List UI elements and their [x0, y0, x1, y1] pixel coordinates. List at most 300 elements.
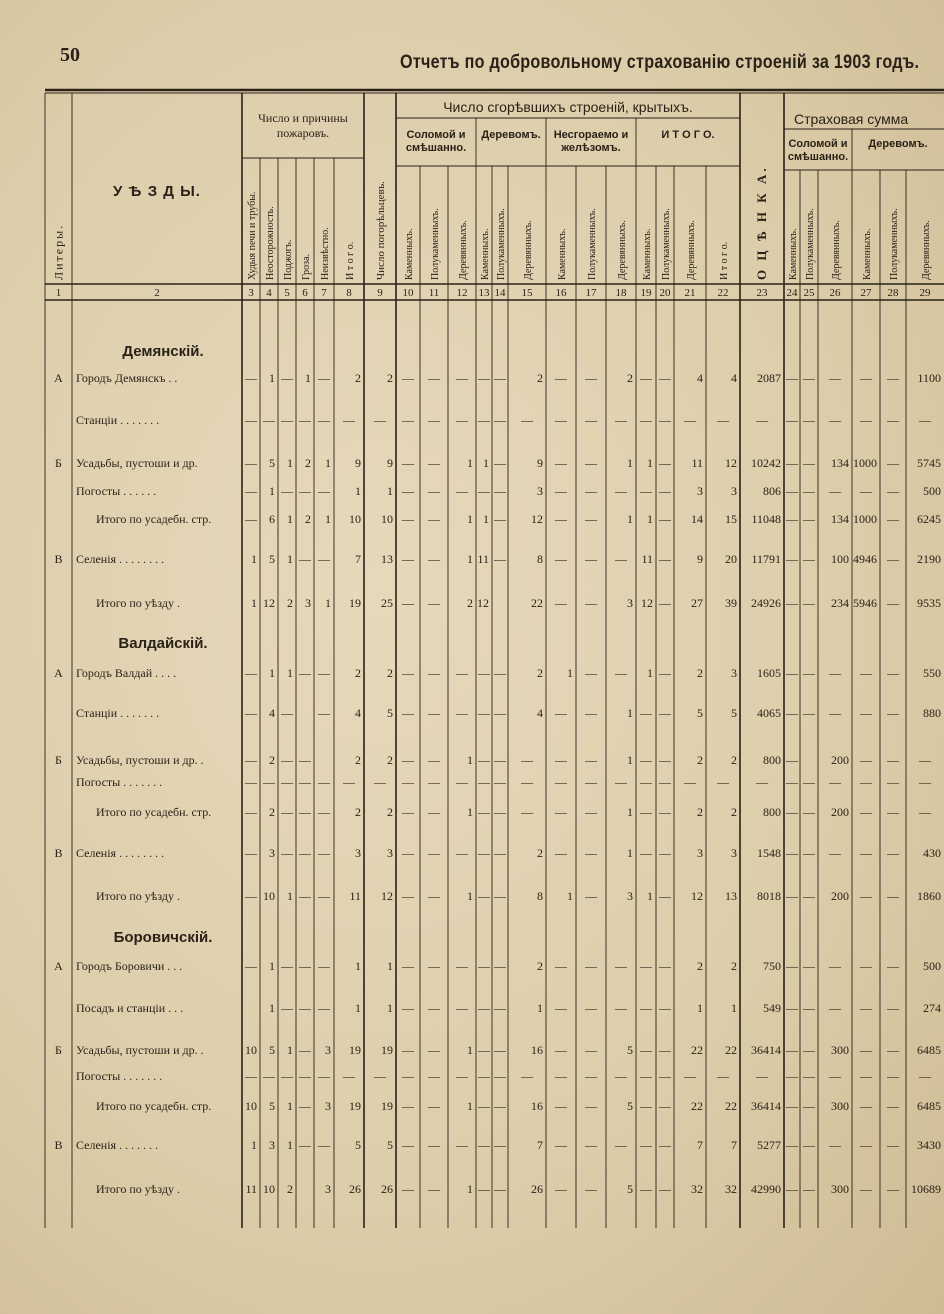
- table-cell: 3: [325, 1099, 331, 1113]
- table-cell: —: [456, 1001, 468, 1015]
- table-cell: —: [803, 484, 815, 498]
- table-cell: —: [659, 371, 671, 385]
- header-col-20: Полукаменныхъ.: [661, 208, 672, 280]
- table-cell: —: [318, 1138, 330, 1152]
- table-cell: 3: [697, 846, 703, 860]
- table-cell: —: [659, 1001, 671, 1015]
- table-cell: 5: [697, 706, 703, 720]
- table-cell: —: [919, 805, 931, 819]
- table-cell: —: [829, 1138, 841, 1152]
- table-cell: 1: [355, 959, 361, 973]
- table-cell: —: [263, 1069, 275, 1083]
- table-cell: —: [428, 846, 440, 860]
- table-cell: —: [555, 1001, 567, 1015]
- table-cell: 2: [627, 371, 633, 385]
- table-cell: 13: [381, 552, 393, 566]
- table-cell: —: [428, 1099, 440, 1113]
- table-cell: —: [615, 959, 627, 973]
- table-cell: 9: [387, 456, 393, 470]
- table-cell: —: [786, 1043, 798, 1057]
- table-cell: —: [478, 1099, 490, 1113]
- table-cell: 1: [251, 1138, 257, 1152]
- table-cell: —: [887, 775, 899, 789]
- table-cell: —: [659, 484, 671, 498]
- table-cell: 2: [697, 666, 703, 680]
- table-cell: —: [281, 805, 293, 819]
- table-cell: —: [478, 1069, 490, 1083]
- table-cell: 3: [387, 846, 393, 860]
- row-letter: Б: [55, 1043, 62, 1057]
- header-col-17: Полукаменныхъ.: [587, 208, 598, 280]
- table-cell: —: [494, 1069, 506, 1083]
- header-col-27: Каменныхъ.: [862, 228, 873, 280]
- table-cell: 800: [763, 805, 781, 819]
- table-cell: —: [887, 1099, 899, 1113]
- table-cell: —: [640, 846, 652, 860]
- table-cell: 1: [287, 552, 293, 566]
- table-cell: —: [659, 753, 671, 767]
- table-cell: —: [803, 959, 815, 973]
- table-cell: —: [585, 959, 597, 973]
- table-cell: 2: [355, 753, 361, 767]
- table-cell: —: [786, 1182, 798, 1196]
- table-cell: —: [318, 775, 330, 789]
- table-cell: 134: [831, 456, 849, 470]
- column-number-2: 2: [154, 287, 160, 299]
- table-cell: 1548: [757, 846, 781, 860]
- table-cell: —: [659, 1043, 671, 1057]
- table-cell: —: [281, 959, 293, 973]
- section-title-3: Боровичскій.: [113, 929, 213, 946]
- table-cell: 32: [725, 1182, 737, 1196]
- table-cell: —: [428, 1138, 440, 1152]
- row-label: Итого по усадебн. стр.: [96, 512, 212, 526]
- column-number-3: 3: [248, 287, 254, 299]
- table-cell: 1: [483, 456, 489, 470]
- table-cell: 9: [355, 456, 361, 470]
- table-cell: —: [281, 846, 293, 860]
- table-cell: —: [318, 706, 330, 720]
- table-cell: —: [494, 1043, 506, 1057]
- table-cell: —: [585, 1099, 597, 1113]
- table-cell: 1: [567, 666, 573, 680]
- header-col-10: Каменныхъ.: [404, 228, 415, 280]
- table-cell: —: [478, 753, 490, 767]
- table-cell: —: [860, 846, 872, 860]
- table-cell: —: [756, 775, 768, 789]
- table-cell: 234: [831, 596, 849, 610]
- insurance-straw-subgroup-header-line2: смѣшанно.: [787, 151, 849, 163]
- table-cell: —: [615, 1069, 627, 1083]
- table-cell: —: [555, 959, 567, 973]
- table-cell: —: [245, 512, 257, 526]
- table-cell: —: [456, 413, 468, 427]
- column-number-20: 20: [659, 287, 671, 299]
- table-cell: 1: [287, 1043, 293, 1057]
- table-cell: 3: [269, 846, 275, 860]
- table-cell: —: [659, 889, 671, 903]
- table-cell: —: [887, 1138, 899, 1152]
- header-col-28: Полукаменныхъ.: [889, 208, 900, 280]
- row-label: Станціи . . . . . . .: [76, 413, 160, 427]
- table-cell: 1: [647, 456, 653, 470]
- table-cell: —: [318, 371, 330, 385]
- table-cell: —: [245, 753, 257, 767]
- table-cell: 1: [697, 1001, 703, 1015]
- table-cell: 8: [537, 552, 543, 566]
- table-cell: 5946: [853, 596, 877, 610]
- table-cell: —: [402, 805, 414, 819]
- table-cell: —: [402, 552, 414, 566]
- table-cell: —: [585, 805, 597, 819]
- column-number-29: 29: [919, 287, 931, 299]
- header-col-15: Деревянныхъ.: [523, 220, 534, 280]
- table-cell: —: [374, 775, 386, 789]
- header-col-4: Неосторожность.: [265, 206, 276, 280]
- table-cell: —: [402, 753, 414, 767]
- header-col-21: Деревянныхъ.: [686, 220, 697, 280]
- table-cell: 12: [263, 596, 275, 610]
- iron-subgroup-header-line2: желѣзомъ.: [561, 142, 621, 154]
- table-cell: 8: [537, 889, 543, 903]
- table-cell: 5: [355, 1138, 361, 1152]
- fires-group-header-line1: Число и причины: [258, 111, 348, 125]
- table-cell: —: [494, 552, 506, 566]
- table-cell: 5: [627, 1043, 633, 1057]
- table-cell: —: [786, 1099, 798, 1113]
- table-cell: —: [555, 1138, 567, 1152]
- row-label: Посадъ и станціи . . .: [76, 1001, 184, 1015]
- table-cell: —: [585, 1138, 597, 1152]
- table-cell: 11: [477, 552, 489, 566]
- table-cell: —: [659, 1138, 671, 1152]
- table-cell: —: [478, 959, 490, 973]
- table-cell: 11: [349, 889, 361, 903]
- table-cell: 22: [691, 1099, 703, 1113]
- table-cell: 1: [387, 959, 393, 973]
- table-cell: —: [555, 596, 567, 610]
- table-cell: —: [299, 1099, 311, 1113]
- table-cell: —: [494, 371, 506, 385]
- table-cell: —: [756, 1069, 768, 1083]
- column-number-11: 11: [428, 287, 440, 299]
- table-cell: —: [374, 413, 386, 427]
- table-cell: —: [555, 753, 567, 767]
- table-cell: —: [494, 456, 506, 470]
- table-cell: —: [281, 371, 293, 385]
- table-cell: 7: [731, 1138, 737, 1152]
- table-cell: —: [829, 413, 841, 427]
- table-cell: —: [555, 706, 567, 720]
- table-cell: —: [281, 1069, 293, 1083]
- row-label: Усадьбы, пустоши и др.: [76, 456, 198, 470]
- table-cell: —: [887, 371, 899, 385]
- table-cell: —: [299, 889, 311, 903]
- row-label: Городъ Валдай . . . .: [76, 666, 177, 680]
- table-cell: —: [887, 1001, 899, 1015]
- table-cell: —: [887, 846, 899, 860]
- section-title-2: Валдайскій.: [118, 635, 208, 652]
- table-cell: 1: [467, 753, 473, 767]
- table-cell: 3: [731, 666, 737, 680]
- table-cell: 2: [697, 959, 703, 973]
- table-cell: —: [478, 484, 490, 498]
- insurance-straw-subgroup-header: Соломой и: [788, 138, 848, 150]
- table-cell: 1: [483, 512, 489, 526]
- table-cell: —: [803, 805, 815, 819]
- table-cell: 2: [697, 805, 703, 819]
- table-cell: —: [640, 959, 652, 973]
- table-cell: 12: [531, 512, 543, 526]
- table-cell: 1: [647, 889, 653, 903]
- table-cell: —: [803, 413, 815, 427]
- table-cell: —: [281, 775, 293, 789]
- row-label: Итого по уѣзду .: [96, 889, 180, 903]
- table-cell: —: [659, 805, 671, 819]
- table-cell: —: [887, 706, 899, 720]
- table-cell: 1: [355, 1001, 361, 1015]
- table-cell: —: [860, 959, 872, 973]
- table-cell: —: [717, 1069, 729, 1083]
- table-cell: 1: [325, 596, 331, 610]
- table-cell: —: [494, 1182, 506, 1196]
- table-cell: —: [659, 596, 671, 610]
- table-cell: —: [615, 484, 627, 498]
- table-cell: —: [428, 552, 440, 566]
- uezdy-header: У Ѣ З Д Ы.: [113, 183, 201, 200]
- table-cell: —: [786, 805, 798, 819]
- table-cell: —: [803, 371, 815, 385]
- table-cell: —: [640, 413, 652, 427]
- fires-group-header-line2: пожаровъ.: [276, 126, 330, 140]
- table-cell: —: [555, 1099, 567, 1113]
- table-cell: —: [786, 846, 798, 860]
- table-cell: 5: [269, 1099, 275, 1113]
- table-cell: —: [585, 413, 597, 427]
- table-cell: —: [887, 889, 899, 903]
- table-cell: —: [428, 1182, 440, 1196]
- table-cell: 1: [627, 805, 633, 819]
- header-col-14: Полукаменныхъ.: [496, 208, 507, 280]
- table-cell: 1: [537, 1001, 543, 1015]
- column-number-21: 21: [684, 287, 696, 299]
- straw-subgroup-header: Соломой и: [406, 129, 466, 141]
- table-cell: —: [263, 413, 275, 427]
- table-cell: —: [919, 753, 931, 767]
- table-cell: —: [829, 706, 841, 720]
- table-cell: 1: [467, 1099, 473, 1113]
- table-cell: 10: [263, 889, 275, 903]
- row-letter: Б: [55, 753, 62, 767]
- table-cell: 26: [349, 1182, 361, 1196]
- table-cell: 1: [269, 484, 275, 498]
- table-cell: —: [456, 1138, 468, 1152]
- row-letter: А: [54, 666, 63, 680]
- table-cell: —: [786, 1001, 798, 1015]
- table-cell: 1: [467, 512, 473, 526]
- litery-header: Литеры.: [51, 223, 66, 280]
- table-cell: 7: [355, 552, 361, 566]
- table-cell: 1: [287, 666, 293, 680]
- table-cell: 5277: [757, 1138, 781, 1152]
- row-label: Селенія . . . . . . . .: [76, 846, 165, 860]
- table-cell: 2: [305, 456, 311, 470]
- table-cell: 5: [387, 1138, 393, 1152]
- table-cell: 13: [725, 889, 737, 903]
- table-cell: 1: [627, 753, 633, 767]
- table-cell: —: [402, 959, 414, 973]
- table-cell: —: [402, 846, 414, 860]
- row-letter: В: [54, 552, 63, 566]
- insurance-group-header: Страховая сумма: [794, 111, 909, 127]
- table-cell: —: [887, 666, 899, 680]
- table-cell: 2: [355, 666, 361, 680]
- table-cell: —: [402, 371, 414, 385]
- table-cell: 15: [725, 512, 737, 526]
- table-cell: 1: [269, 959, 275, 973]
- table-cell: —: [585, 552, 597, 566]
- column-number-9: 9: [377, 287, 383, 299]
- table-cell: —: [615, 1001, 627, 1015]
- table-cell: 3: [355, 846, 361, 860]
- table-cell: 2: [355, 805, 361, 819]
- table-cell: —: [478, 1043, 490, 1057]
- table-cell: 22: [725, 1043, 737, 1057]
- table-cell: —: [659, 666, 671, 680]
- table-cell: —: [318, 805, 330, 819]
- column-number-19: 19: [640, 287, 652, 299]
- table-cell: —: [494, 846, 506, 860]
- table-cell: —: [299, 484, 311, 498]
- table-cell: —: [318, 889, 330, 903]
- table-cell: —: [640, 706, 652, 720]
- burned-group-header: Число сгорѣвшихъ строеній, крытыхъ.: [443, 99, 693, 115]
- table-cell: 5: [627, 1182, 633, 1196]
- table-cell: —: [829, 959, 841, 973]
- table-cell: —: [456, 1069, 468, 1083]
- table-cell: 9: [537, 456, 543, 470]
- table-cell: —: [299, 1069, 311, 1083]
- table-cell: 11048: [751, 512, 781, 526]
- table-cell: —: [659, 846, 671, 860]
- table-cell: 300: [831, 1043, 849, 1057]
- row-label: Городъ Боровичи . . .: [76, 959, 183, 973]
- table-cell: —: [456, 706, 468, 720]
- table-cell: —: [402, 413, 414, 427]
- table-cell: 11: [641, 552, 653, 566]
- table-cell: 2: [387, 666, 393, 680]
- table-cell: —: [803, 456, 815, 470]
- table-cell: —: [318, 1001, 330, 1015]
- table-cell: 500: [923, 959, 941, 973]
- table-cell: —: [803, 1043, 815, 1057]
- table-cell: —: [494, 805, 506, 819]
- table-cell: —: [478, 1138, 490, 1152]
- table-cell: —: [428, 413, 440, 427]
- table-cell: —: [585, 706, 597, 720]
- table-cell: —: [659, 413, 671, 427]
- table-cell: 5745: [917, 456, 941, 470]
- table-cell: 10: [381, 512, 393, 526]
- table-cell: —: [555, 1182, 567, 1196]
- table-cell: —: [615, 413, 627, 427]
- table-cell: 2: [731, 959, 737, 973]
- table-cell: —: [555, 846, 567, 860]
- table-cell: —: [659, 706, 671, 720]
- row-label: Усадьбы, пустоши и др. .: [76, 753, 204, 767]
- table-cell: —: [281, 413, 293, 427]
- table-cell: 1: [647, 666, 653, 680]
- table-cell: 300: [831, 1099, 849, 1113]
- column-number-10: 10: [402, 287, 414, 299]
- table-cell: —: [428, 1069, 440, 1083]
- table-cell: 200: [831, 889, 849, 903]
- table-cell: —: [299, 846, 311, 860]
- table-cell: 549: [763, 1001, 781, 1015]
- table-cell: —: [786, 456, 798, 470]
- column-number-12: 12: [456, 287, 468, 299]
- table-cell: —: [659, 456, 671, 470]
- table-cell: 22: [725, 1099, 737, 1113]
- table-cell: 5: [387, 706, 393, 720]
- table-cell: —: [640, 753, 652, 767]
- column-number-15: 15: [521, 287, 533, 299]
- table-cell: —: [786, 413, 798, 427]
- table-cell: 1: [567, 889, 573, 903]
- table-cell: —: [428, 371, 440, 385]
- header-col-26: Деревянныхъ.: [831, 220, 842, 280]
- table-cell: —: [299, 1001, 311, 1015]
- table-cell: —: [402, 706, 414, 720]
- table-cell: —: [786, 889, 798, 903]
- table-cell: 1: [287, 1099, 293, 1113]
- table-cell: 10: [263, 1182, 275, 1196]
- table-cell: 2: [731, 805, 737, 819]
- table-cell: 5: [731, 706, 737, 720]
- table-cell: —: [829, 666, 841, 680]
- table-cell: —: [860, 1099, 872, 1113]
- table-cell: —: [585, 753, 597, 767]
- table-cell: —: [786, 1138, 798, 1152]
- table-cell: 1: [287, 456, 293, 470]
- table-cell: —: [803, 889, 815, 903]
- table-cell: —: [803, 1138, 815, 1152]
- table-cell: 16: [531, 1043, 543, 1057]
- table-cell: 39: [725, 596, 737, 610]
- table-cell: —: [343, 1069, 355, 1083]
- table-cell: —: [245, 889, 257, 903]
- table-cell: —: [829, 484, 841, 498]
- table-cell: —: [281, 484, 293, 498]
- table-cell: —: [585, 371, 597, 385]
- table-cell: —: [786, 1069, 798, 1083]
- table-cell: 19: [349, 1043, 361, 1057]
- table-cell: 3: [731, 846, 737, 860]
- table-cell: —: [887, 456, 899, 470]
- table-cell: 2: [355, 371, 361, 385]
- table-cell: —: [640, 371, 652, 385]
- table-cell: —: [478, 666, 490, 680]
- table-cell: —: [717, 413, 729, 427]
- table-cell: —: [803, 512, 815, 526]
- table-cell: —: [456, 959, 468, 973]
- table-cell: —: [318, 484, 330, 498]
- table-cell: —: [343, 775, 355, 789]
- table-cell: 19: [381, 1043, 393, 1057]
- table-cell: 430: [923, 846, 941, 860]
- table-cell: 1000: [853, 456, 877, 470]
- table-cell: —: [402, 1043, 414, 1057]
